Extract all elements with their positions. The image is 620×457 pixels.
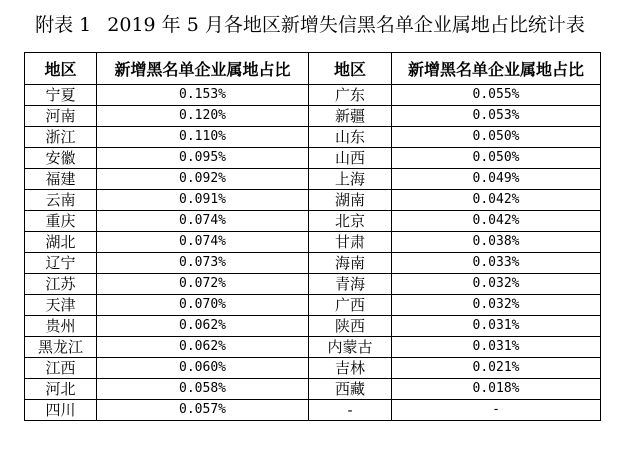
table-row — [25, 127, 601, 148]
cell-share-right: 0.018% — [392, 379, 601, 400]
header-share-right: 新增黑名单企业属地占比 — [392, 53, 601, 85]
cell-region-right: 湖南 — [309, 190, 392, 211]
cell-share-left: 0.062% — [97, 337, 309, 358]
cell-region-right: 海南 — [309, 253, 392, 274]
cell-share-right: 0.049% — [392, 169, 601, 190]
cell-share-right: 0.042% — [392, 211, 601, 232]
cell-share-left: 0.060% — [97, 358, 309, 379]
table-row — [25, 337, 601, 358]
cell-region-right: 上海 — [309, 169, 392, 190]
cell-share-right: 0.031% — [392, 316, 601, 337]
table-row — [25, 295, 601, 316]
cell-share-right: - — [392, 400, 601, 421]
table-row — [25, 85, 601, 106]
table-number: 附表 1 — [35, 14, 92, 36]
cell-region-right: 吉林 — [309, 358, 392, 379]
cell-share-right: 0.032% — [392, 274, 601, 295]
cell-region-left: 四川 — [25, 400, 97, 421]
cell-region-right: 广东 — [309, 85, 392, 106]
cell-region-left: 河南 — [25, 106, 97, 127]
cell-share-right: 0.031% — [392, 337, 601, 358]
table-row — [25, 232, 601, 253]
cell-share-right: 0.033% — [392, 253, 601, 274]
cell-region-left: 贵州 — [25, 316, 97, 337]
cell-share-right: 0.038% — [392, 232, 601, 253]
cell-share-left: 0.073% — [97, 253, 309, 274]
cell-region-right: 山东 — [309, 127, 392, 148]
cell-share-left: 0.057% — [97, 400, 309, 421]
cell-region-right: 甘肃 — [309, 232, 392, 253]
cell-share-left: 0.058% — [97, 379, 309, 400]
table-row — [25, 190, 601, 211]
cell-share-left: 0.074% — [97, 211, 309, 232]
table-row — [25, 358, 601, 379]
cell-region-left: 重庆 — [25, 211, 97, 232]
cell-region-left: 黑龙江 — [25, 337, 97, 358]
cell-share-right: 0.021% — [392, 358, 601, 379]
cell-share-left: 0.091% — [97, 190, 309, 211]
cell-region-left: 江西 — [25, 358, 97, 379]
cell-share-right: 0.055% — [392, 85, 601, 106]
cell-share-left: 0.072% — [97, 274, 309, 295]
cell-share-left: 0.070% — [97, 295, 309, 316]
table-title-text: 2019 年 5 月各地区新增失信黑名单企业属地占比统计表 — [107, 14, 585, 36]
cell-share-right: 0.042% — [392, 190, 601, 211]
table-title — [0, 12, 620, 38]
cell-region-left: 河北 — [25, 379, 97, 400]
cell-region-right: 北京 — [309, 211, 392, 232]
table-row — [25, 169, 601, 190]
cell-region-left: 云南 — [25, 190, 97, 211]
table-row — [25, 316, 601, 337]
header-share-left: 新增黑名单企业属地占比 — [97, 53, 309, 85]
table-row — [25, 106, 601, 127]
cell-share-right: 0.050% — [392, 148, 601, 169]
header-region-left: 地区 — [25, 53, 97, 85]
cell-region-right: - — [309, 400, 392, 421]
cell-region-left: 辽宁 — [25, 253, 97, 274]
table-row — [25, 148, 601, 169]
table-row — [25, 253, 601, 274]
cell-share-right: 0.053% — [392, 106, 601, 127]
cell-share-right: 0.050% — [392, 127, 601, 148]
table-row — [25, 211, 601, 232]
cell-region-left: 浙江 — [25, 127, 97, 148]
cell-region-right: 陕西 — [309, 316, 392, 337]
cell-share-left: 0.120% — [97, 106, 309, 127]
cell-region-right: 新疆 — [309, 106, 392, 127]
header-region-right: 地区 — [309, 53, 392, 85]
cell-region-right: 广西 — [309, 295, 392, 316]
cell-region-left: 宁夏 — [25, 85, 97, 106]
cell-share-left: 0.153% — [97, 85, 309, 106]
cell-region-left: 安徽 — [25, 148, 97, 169]
table-body — [25, 85, 601, 421]
table-row — [25, 379, 601, 400]
cell-region-right: 内蒙古 — [309, 337, 392, 358]
cell-region-right: 青海 — [309, 274, 392, 295]
cell-region-left: 天津 — [25, 295, 97, 316]
cell-share-left: 0.110% — [97, 127, 309, 148]
cell-region-left: 福建 — [25, 169, 97, 190]
cell-region-right: 山西 — [309, 148, 392, 169]
cell-share-left: 0.095% — [97, 148, 309, 169]
table-row — [25, 274, 601, 295]
header-row — [25, 53, 601, 85]
cell-region-left: 湖北 — [25, 232, 97, 253]
statistics-table — [24, 52, 601, 421]
cell-region-right: 西藏 — [309, 379, 392, 400]
table-row — [25, 400, 601, 421]
cell-region-left: 江苏 — [25, 274, 97, 295]
cell-share-right: 0.032% — [392, 295, 601, 316]
cell-share-left: 0.092% — [97, 169, 309, 190]
cell-share-left: 0.074% — [97, 232, 309, 253]
cell-share-left: 0.062% — [97, 316, 309, 337]
